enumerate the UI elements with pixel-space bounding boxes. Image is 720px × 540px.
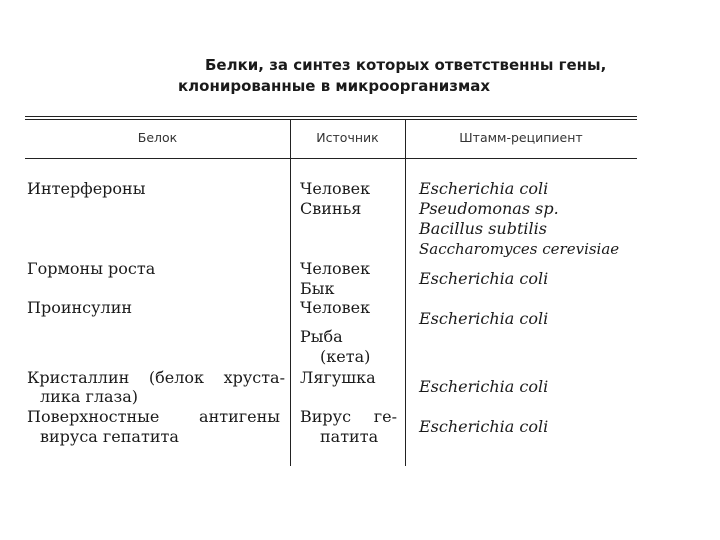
table-top-rule [25,116,637,117]
cell-source: (кета) [320,347,371,366]
cell-source: Человек [300,179,371,198]
cell-strain: Escherichia coli [419,179,549,198]
cell-protein: лика глаза) [40,387,139,406]
cell-source: Рыба [300,327,343,346]
header-source: Источник [316,130,379,145]
column-divider-2 [405,119,406,466]
cell-strain: Pseudomonas sp. [419,199,559,218]
cell-protein: Кристаллин (белок хруста- [27,368,285,387]
cell-protein: вируса гепатита [40,427,179,446]
cell-source: патита [320,427,379,446]
table-title-line-2: клонированные в микроорганизмах [178,77,491,95]
cell-protein: Гормоны роста [27,259,156,278]
table-top-rule-double [25,119,637,120]
cell-strain: Saccharomyces cerevisiae [419,240,620,258]
cell-source: Лягушка [300,368,376,387]
cell-source: Бык [300,279,335,298]
cell-strain: Escherichia coli [419,377,549,396]
header-bottom-rule [25,158,637,159]
cell-source: Человек [300,259,371,278]
header-recipient-strain: Штамм-реципиент [459,130,583,145]
cell-source: Человек [300,298,371,317]
cell-protein: Поверхностные антигены [27,407,280,426]
cell-strain: Escherichia coli [419,417,549,436]
cell-strain: Bacillus subtilis [419,219,547,238]
cell-source: Вирус ге- [300,407,397,426]
table-title-line-1: Белки, за синтез которых ответственны гены, [205,56,607,74]
cell-source: Свинья [300,199,362,218]
cell-protein: Интерфероны [27,179,146,198]
cell-strain: Escherichia coli [419,269,549,288]
cell-protein: Проинсулин [27,298,133,317]
header-protein: Белок [137,130,178,145]
column-divider-1 [290,119,291,466]
cell-strain: Escherichia coli [419,309,549,328]
